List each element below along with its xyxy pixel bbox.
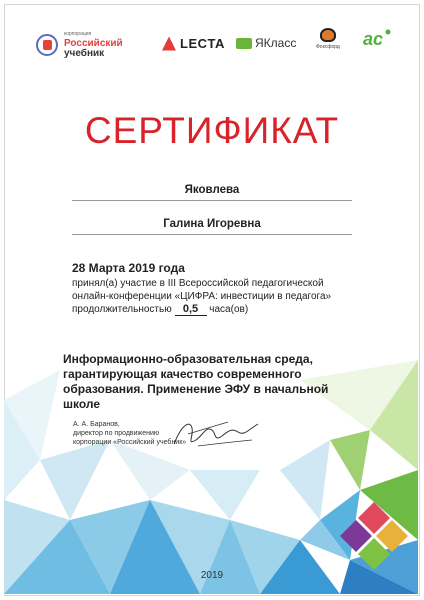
recipient-given-name: Галина Игоревна <box>72 216 352 235</box>
ru-logo-small: корпорация <box>64 31 92 37</box>
duration-unit: часа(ов) <box>209 304 249 315</box>
ru-logo-line1: Российский <box>64 38 123 49</box>
signer-position-line1: директор по продвижению <box>73 430 160 437</box>
foxford-text: Фоксфорд <box>316 44 340 50</box>
lecta-text: LECTA <box>180 36 225 51</box>
signer-position-line2: корпорации «Российский учебник» <box>73 439 187 446</box>
yaklass-text: ЯКласс <box>255 36 297 50</box>
participation-line2: онлайн-конференции «ЦИФРА: инвестиции в педагога» <box>72 291 332 302</box>
participation-line1: принял(а) участие в III Всероссийской педагогической <box>72 278 324 289</box>
certificate-title: СЕРТИФИКАТ <box>84 110 340 151</box>
svg-text:ac: ac <box>363 29 384 49</box>
signer-name: А. А. Баранов, <box>73 421 120 428</box>
handwritten-signature <box>168 414 268 454</box>
recipient-surname: Яковлева <box>72 182 352 201</box>
certificate-year: 2019 <box>200 570 224 581</box>
conference-topic: Информационно-образовательная среда, гарантирующая качество современного образования. Применение ЭФУ в начальной школе <box>63 352 329 411</box>
event-date: 28 Марта 2019 года <box>72 261 185 275</box>
duration-hours: 0,5 <box>175 304 207 316</box>
ru-logo-line2: учебник <box>64 48 105 59</box>
duration-label: продолжительностью <box>72 304 175 315</box>
